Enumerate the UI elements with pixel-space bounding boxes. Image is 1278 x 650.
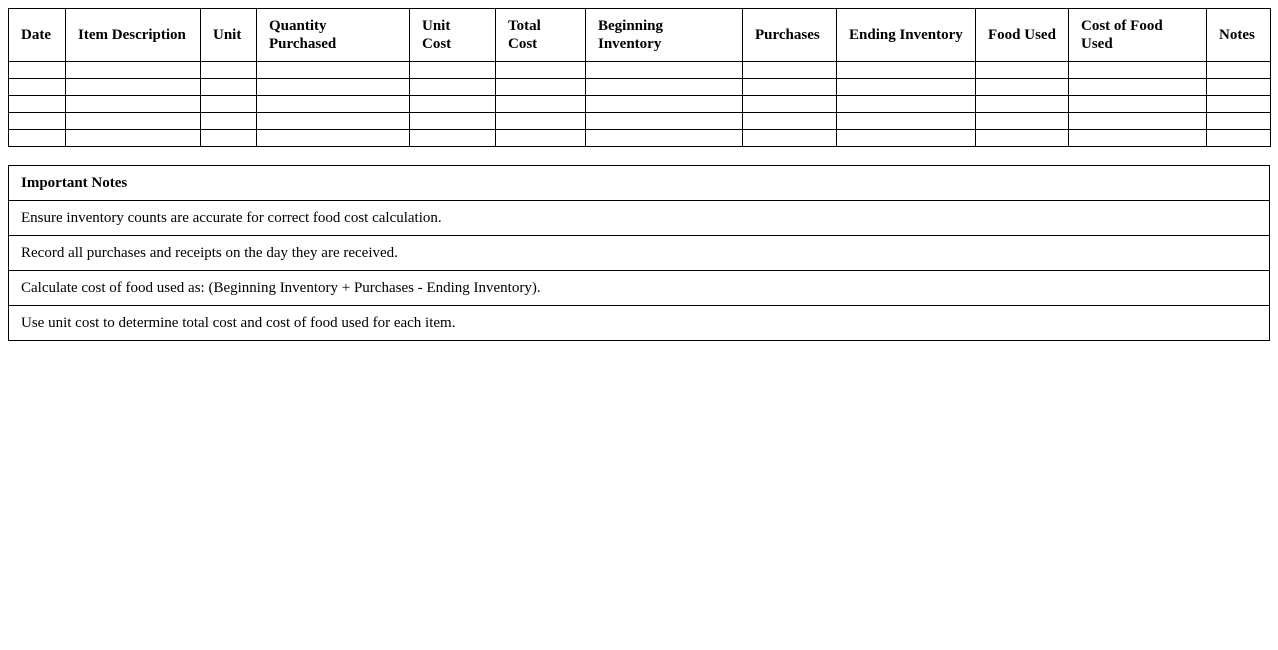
table-cell[interactable] <box>837 113 976 130</box>
table-cell[interactable] <box>410 79 496 96</box>
note-row <box>9 236 1270 271</box>
header-total-cost: Total Cost <box>496 9 586 62</box>
header-unit: Unit <box>201 9 257 62</box>
note-item: Ensure inventory counts are accurate for correct food cost calculation. <box>9 201 1270 236</box>
header-beginning-inventory: Beginning Inventory <box>586 9 743 62</box>
table-cell[interactable] <box>1207 130 1271 147</box>
note-row <box>9 271 1270 306</box>
table-cell[interactable] <box>1207 62 1271 79</box>
table-cell[interactable] <box>743 113 837 130</box>
table-row <box>9 79 1271 96</box>
table-cell[interactable] <box>1069 96 1207 113</box>
table-row <box>9 62 1271 79</box>
table-row <box>9 130 1271 147</box>
note-row <box>9 306 1270 341</box>
table-cell[interactable] <box>976 62 1069 79</box>
header-notes: Notes <box>1207 9 1271 62</box>
table-cell[interactable] <box>257 96 410 113</box>
table-cell[interactable] <box>586 113 743 130</box>
table-cell[interactable] <box>9 113 66 130</box>
table-cell[interactable] <box>9 62 66 79</box>
table-cell[interactable] <box>1069 113 1207 130</box>
header-food-used: Food Used <box>976 9 1069 62</box>
table-cell[interactable] <box>496 113 586 130</box>
table-row <box>9 96 1271 113</box>
table-cell[interactable] <box>410 96 496 113</box>
header-cost-of-food-used: Cost of Food Used <box>1069 9 1207 62</box>
table-cell[interactable] <box>257 62 410 79</box>
table-cell[interactable] <box>837 130 976 147</box>
table-cell[interactable] <box>1207 113 1271 130</box>
table-cell[interactable] <box>201 62 257 79</box>
table-cell[interactable] <box>410 113 496 130</box>
table-cell[interactable] <box>837 62 976 79</box>
food-cost-log-table <box>8 8 1271 147</box>
table-cell[interactable] <box>66 113 201 130</box>
header-row <box>9 9 1271 62</box>
table-cell[interactable] <box>201 130 257 147</box>
table-cell[interactable] <box>976 113 1069 130</box>
table-cell[interactable] <box>257 113 410 130</box>
table-cell[interactable] <box>743 79 837 96</box>
table-cell[interactable] <box>66 62 201 79</box>
table-cell[interactable] <box>1069 79 1207 96</box>
table-cell[interactable] <box>586 79 743 96</box>
notes-title-row <box>9 166 1270 201</box>
note-item: Record all purchases and receipts on the day they are received. <box>9 236 1270 271</box>
table-cell[interactable] <box>66 130 201 147</box>
table-cell[interactable] <box>976 96 1069 113</box>
table-cell[interactable] <box>257 79 410 96</box>
table-cell[interactable] <box>410 130 496 147</box>
table-cell[interactable] <box>976 130 1069 147</box>
important-notes-table <box>8 165 1270 341</box>
table-row <box>9 113 1271 130</box>
table-cell[interactable] <box>9 96 66 113</box>
header-ending-inventory: Ending Inventory <box>837 9 976 62</box>
table-cell[interactable] <box>201 113 257 130</box>
table-cell[interactable] <box>201 79 257 96</box>
header-date: Date <box>9 9 66 62</box>
header-quantity-purchased: Quantity Purchased <box>257 9 410 62</box>
table-cell[interactable] <box>496 62 586 79</box>
table-cell[interactable] <box>837 96 976 113</box>
table-cell[interactable] <box>257 130 410 147</box>
note-item: Calculate cost of food used as: (Beginning Inventory + Purchases - Ending Inventory). <box>9 271 1270 306</box>
table-cell[interactable] <box>1069 130 1207 147</box>
table-cell[interactable] <box>201 96 257 113</box>
note-item: Use unit cost to determine total cost and cost of food used for each item. <box>9 306 1270 341</box>
header-unit-cost: Unit Cost <box>410 9 496 62</box>
table-cell[interactable] <box>496 130 586 147</box>
table-cell[interactable] <box>586 96 743 113</box>
table-cell[interactable] <box>9 79 66 96</box>
notes-title: Important Notes <box>9 166 1270 201</box>
table-cell[interactable] <box>586 130 743 147</box>
table-cell[interactable] <box>837 79 976 96</box>
table-cell[interactable] <box>9 130 66 147</box>
table-cell[interactable] <box>66 79 201 96</box>
table-cell[interactable] <box>743 130 837 147</box>
header-item-description: Item Description <box>66 9 201 62</box>
table-cell[interactable] <box>1207 96 1271 113</box>
log-table-body <box>9 62 1271 147</box>
table-cell[interactable] <box>410 62 496 79</box>
table-cell[interactable] <box>496 79 586 96</box>
table-cell[interactable] <box>1207 79 1271 96</box>
header-purchases: Purchases <box>743 9 837 62</box>
table-cell[interactable] <box>1069 62 1207 79</box>
table-cell[interactable] <box>743 96 837 113</box>
table-cell[interactable] <box>586 62 743 79</box>
table-cell[interactable] <box>976 79 1069 96</box>
table-cell[interactable] <box>496 96 586 113</box>
note-row <box>9 201 1270 236</box>
table-cell[interactable] <box>743 62 837 79</box>
table-cell[interactable] <box>66 96 201 113</box>
